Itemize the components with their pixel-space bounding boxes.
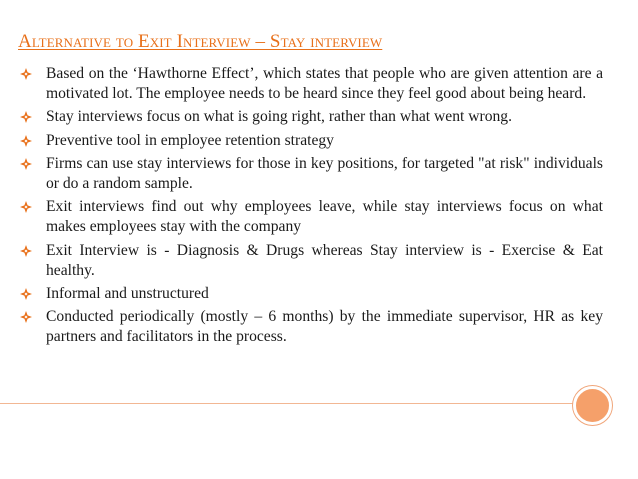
fleuron-bullet-icon — [19, 244, 33, 258]
bullet-item — [18, 241, 603, 281]
fleuron-bullet-icon — [19, 67, 33, 81]
accent-circle — [573, 386, 612, 425]
bottom-divider — [0, 403, 573, 404]
bullet-text: Preventive tool in employee retention strategy — [46, 131, 334, 149]
bullet-text: Based on the ‘Hawthorne Effect’, which states that people who are given attention are a motivated lot. The employee needs to be heard since they feel good about being heard. — [46, 65, 603, 103]
bullet-list — [18, 64, 603, 351]
bullet-item — [18, 284, 603, 304]
bullet-text: Conducted periodically (mostly – 6 months) by the immediate supervisor, HR as key partners and facilitators in the process. — [46, 308, 603, 346]
bullet-text: Stay interviews focus on what is going right, rather than what went wrong. — [46, 108, 512, 126]
fleuron-bullet-icon — [19, 110, 33, 124]
bullet-item — [18, 64, 603, 104]
bullet-text: Exit interviews find out why employees leave, while stay interviews focus on what makes employees stay with the company — [46, 198, 603, 236]
bullet-item — [18, 107, 603, 127]
bullet-item — [18, 197, 603, 237]
bullet-text: Informal and unstructured — [46, 285, 209, 303]
bullet-item — [18, 307, 603, 347]
fleuron-bullet-icon — [19, 134, 33, 148]
bullet-item — [18, 154, 603, 194]
fleuron-bullet-icon — [19, 200, 33, 214]
fleuron-bullet-icon — [19, 287, 33, 301]
bullet-item — [18, 131, 603, 151]
fleuron-bullet-icon — [19, 157, 33, 171]
fleuron-bullet-icon — [19, 310, 33, 324]
bullet-text: Exit Interview is - Diagnosis & Drugs whereas Stay interview is - Exercise & Eat healthy. — [46, 241, 603, 279]
bullet-text: Firms can use stay interviews for those in key positions, for targeted "at risk" individuals or do a random sample. — [46, 154, 603, 193]
slide-title: Alternative to Exit Interview – Stay interview — [18, 31, 383, 52]
